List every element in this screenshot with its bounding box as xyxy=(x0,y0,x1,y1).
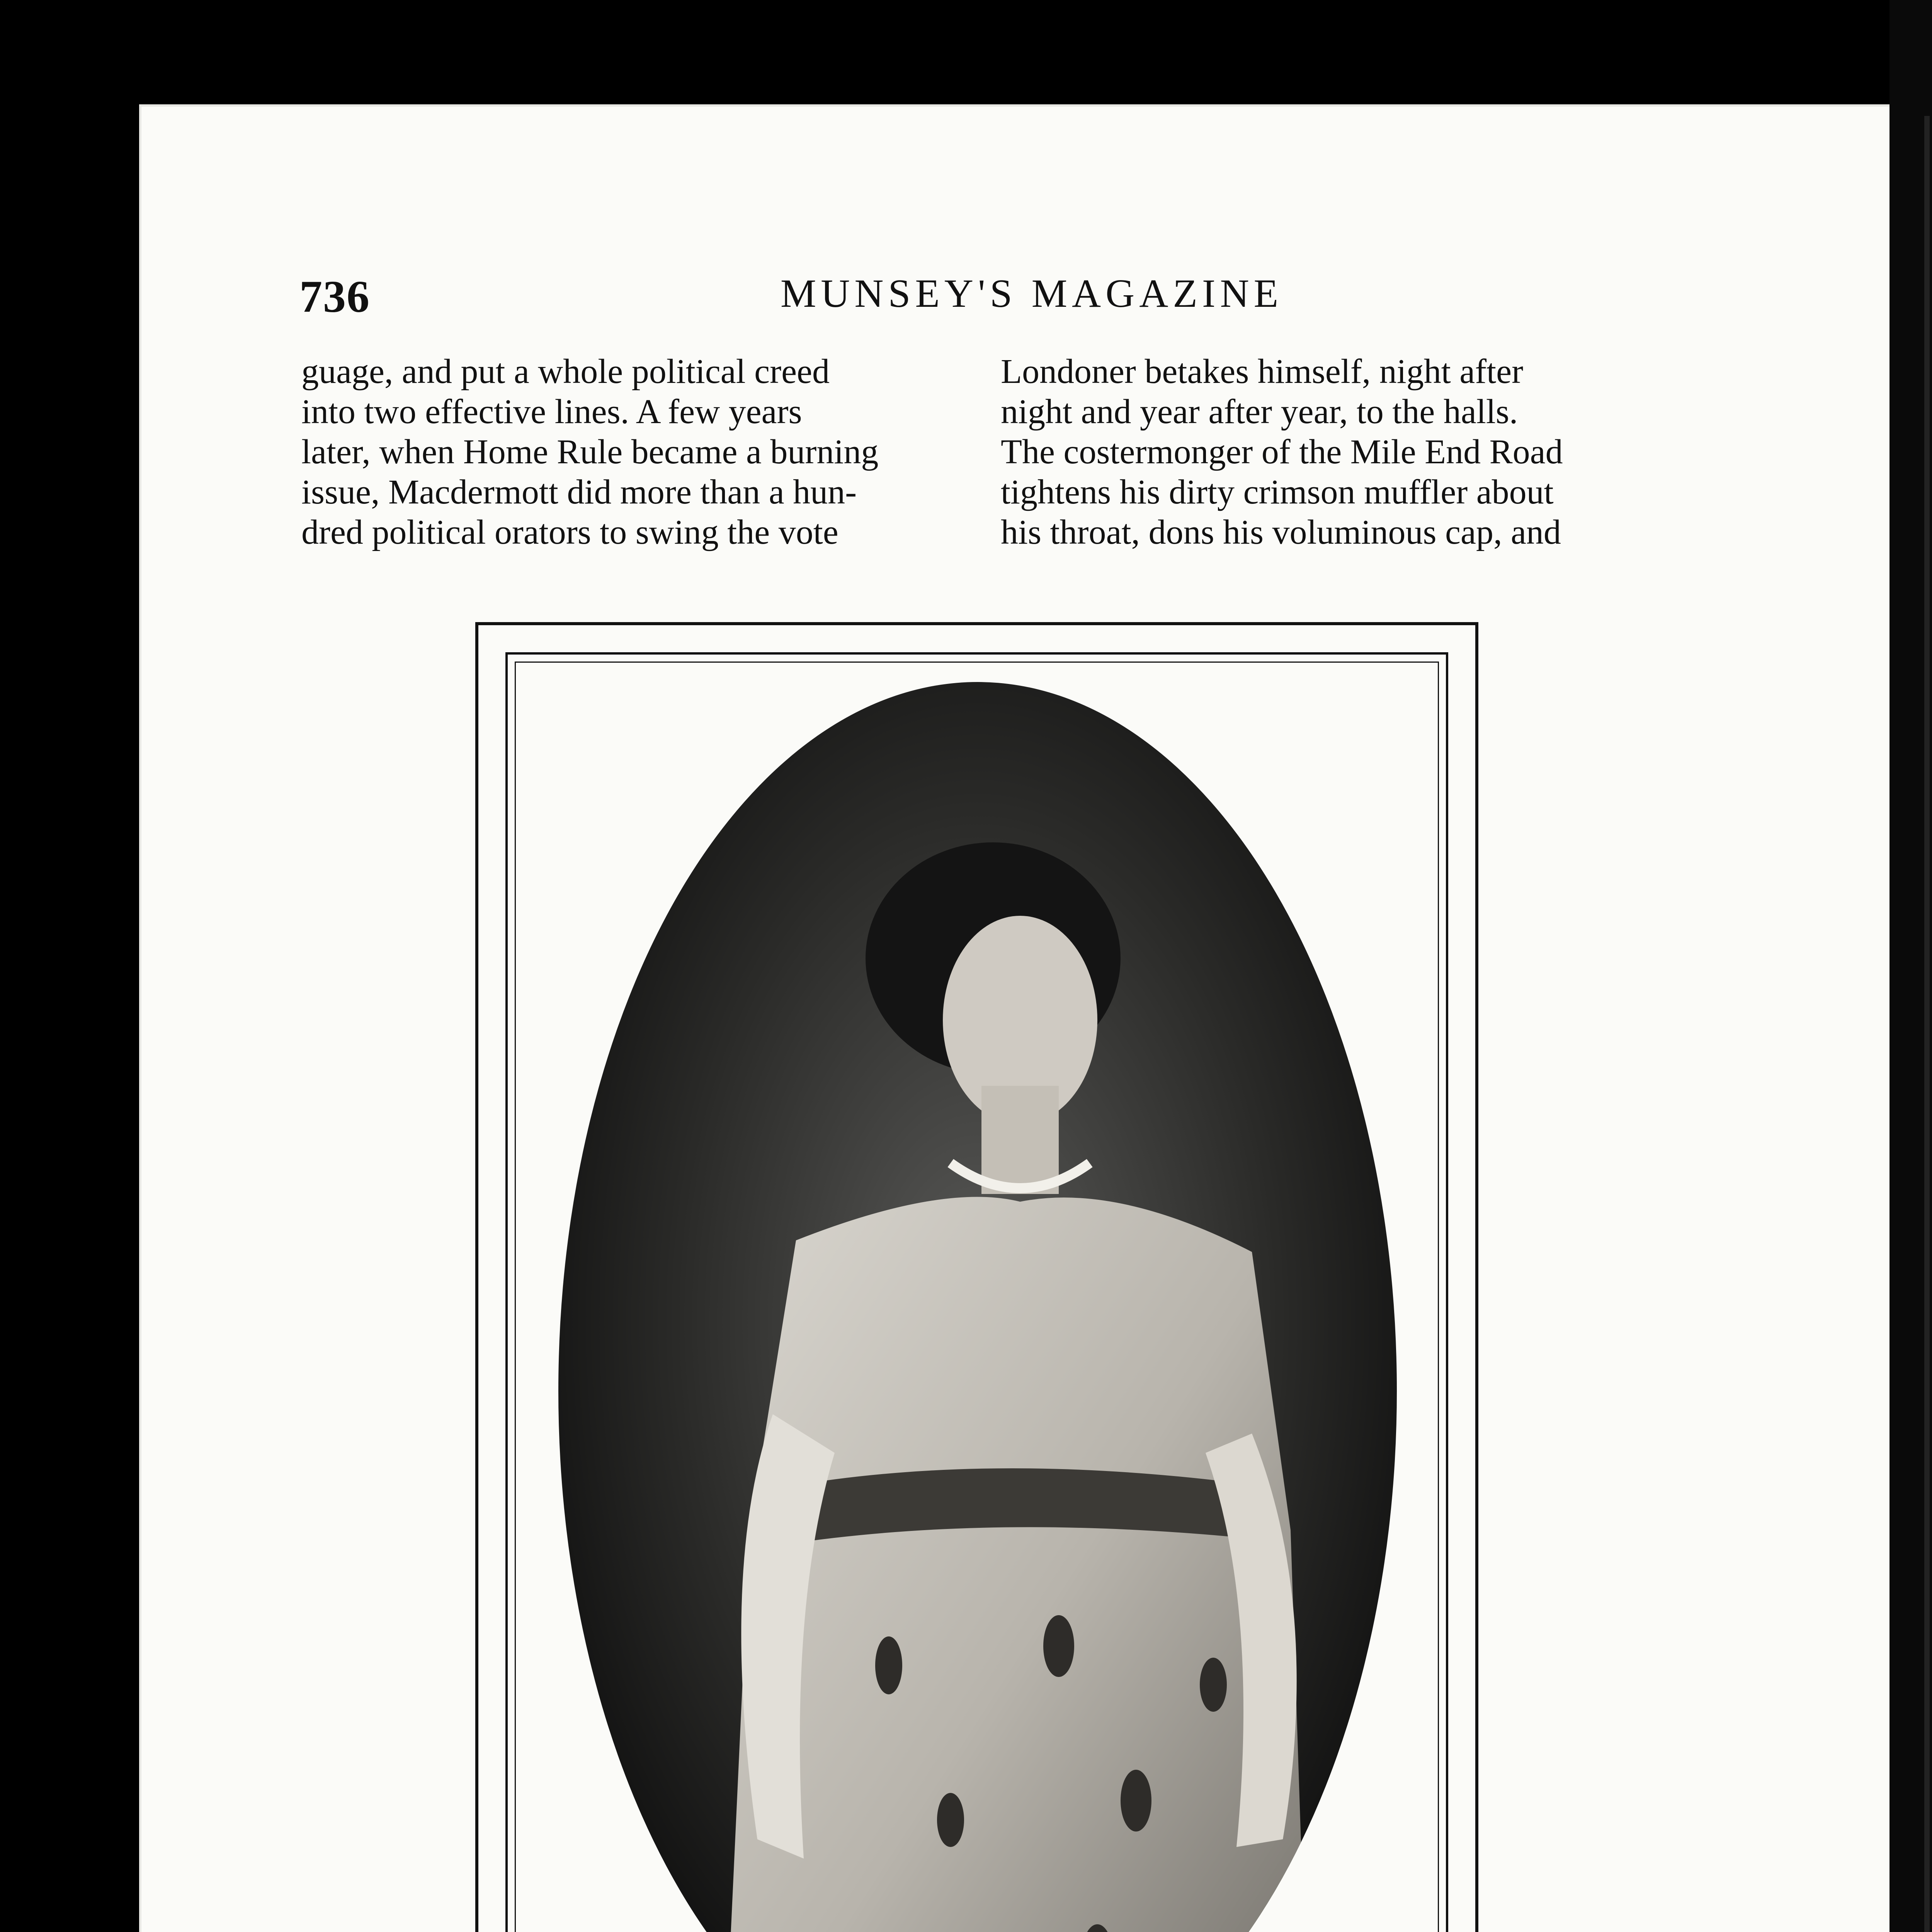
text-column-top-right xyxy=(1001,352,1774,553)
page-number: 736 xyxy=(299,271,370,322)
photo-plate-inner-border xyxy=(505,652,1448,1932)
text-line: tightens his dirty crimson muffler about xyxy=(1001,473,1554,511)
running-title: MUNSEY'S MAGAZINE xyxy=(780,271,1283,316)
text-line: dred political orators to swing the vote xyxy=(301,513,838,551)
text-line: his throat, dons his voluminous cap, and xyxy=(1001,513,1561,551)
magazine-page xyxy=(139,104,1924,1932)
text-line: The costermonger of the Mile End Road xyxy=(1001,433,1563,471)
text-line: Londoner betakes himself, night after xyxy=(1001,352,1524,391)
photo-plate-frame xyxy=(475,622,1478,1932)
text-line: issue, Macdermott did more than a hun- xyxy=(301,473,857,511)
text-line: later, when Home Rule became a burning xyxy=(301,433,879,471)
text-column-top-left xyxy=(301,352,1074,553)
photo-plate-rule xyxy=(515,662,1439,1932)
portrait-photograph xyxy=(556,680,1399,1932)
text-line: guage, and put a whole political creed xyxy=(301,352,830,391)
text-line: night and year after year, to the halls. xyxy=(1001,393,1518,431)
text-line: into two effective lines. A few years xyxy=(301,393,802,431)
page-edge xyxy=(1924,116,1930,1932)
